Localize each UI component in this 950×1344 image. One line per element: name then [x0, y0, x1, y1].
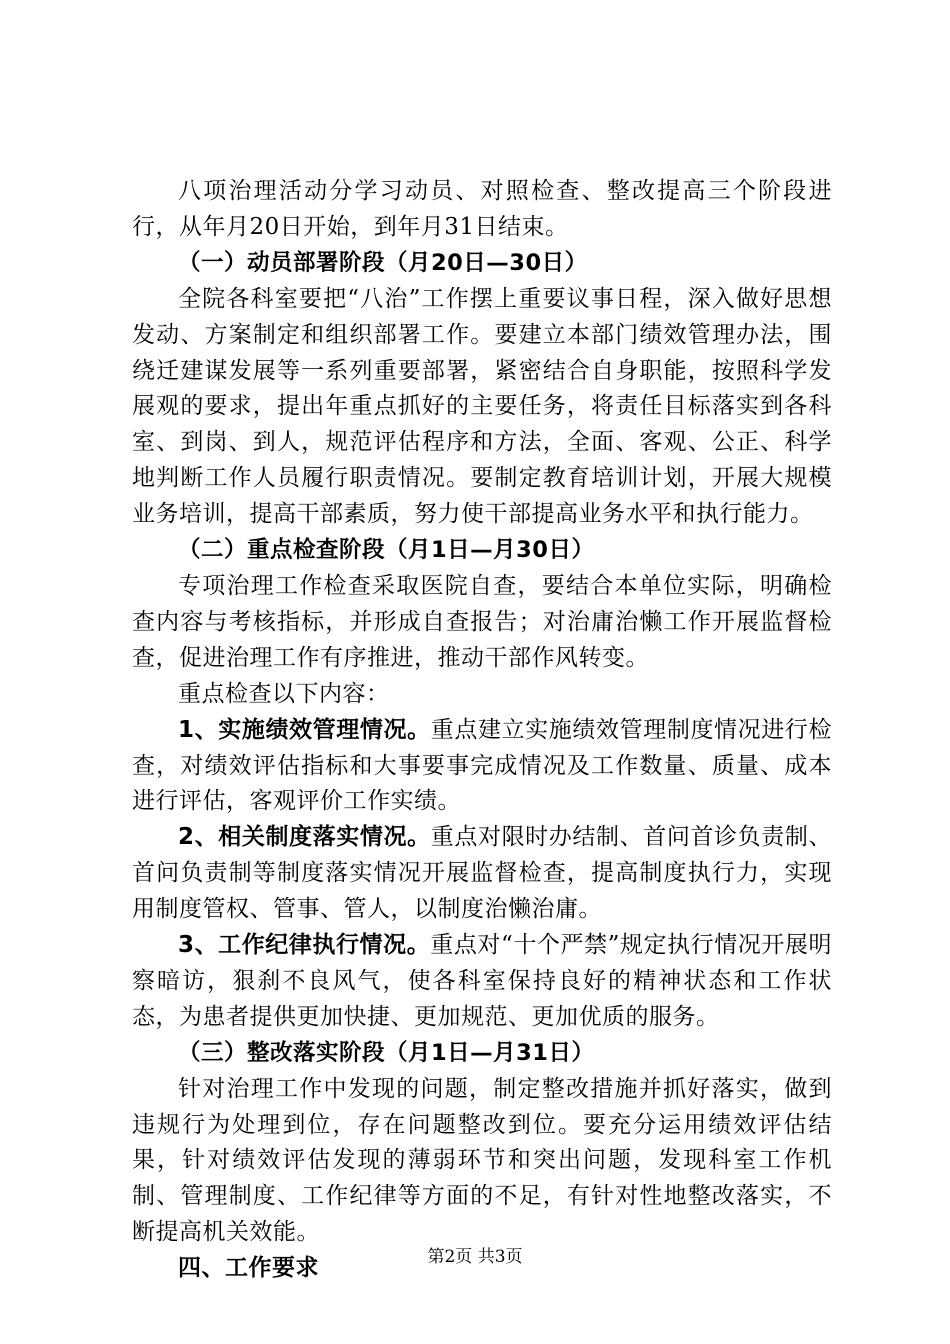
stage1-heading: （一）动员部署阶段（月20日—30日）: [178, 249, 588, 276]
stage1-paragraph: 全院各科室要把“八治”工作摆上重要议事日程，深入做好思想发动、方案制定和组织部署工作。要建立本部门绩效管理办法，围绕迁建谋发展等一系列重要部署，紧密结合自身职能，按照科学发展观的要求，提出年重点抓好的主要任务，将责任目标落实到各科室、到岗、到人，规范评估程序和方法，全面、客观、公正、科学地判断工作人员履行职责情况。要制定教育培训计划，开展大规模业务培训，提高干部素质，努力使干部提高业务水平和执行能力。: [132, 285, 832, 528]
item2-paragraph: [132, 820, 832, 928]
item1-text: 重点建立实施绩效管理制度情况进行检查，对绩效评估指标和大事要事完成情况及工作数量、质量、成本进行评估，客观评价工作实绩。: [132, 716, 833, 815]
item3-paragraph: [132, 928, 832, 1036]
item1-paragraph: [132, 713, 832, 821]
section4-heading: 四、工作要求: [178, 1255, 319, 1282]
item2-lead: 2、相关制度落实情况。: [178, 824, 431, 851]
item3-lead: 3、工作纪律执行情况。: [178, 932, 431, 959]
intro-paragraph: 八项治理活动分学习动员、对照检查、整改提高三个阶段进行，从年月20日开始，到年月31日结束。: [132, 178, 832, 240]
stage3-paragraph: 针对治理工作中发现的问题，制定整改措施并抓好落实，做到违规行为处理到位，存在问题整改到位。要充分运用绩效评估结果，针对绩效评估发现的薄弱环节和突出问题，发现科室工作机制、管理制度、工作纪律等方面的不足，有针对性地整改落实，不断提高机关效能。: [132, 1075, 832, 1246]
page-number: 第2页 共3页: [427, 1247, 523, 1267]
item3-text: 重点对“十个严禁”规定执行情况开展明察暗访，狠刹不良风气，使各科室保持良好的精神状态和工作状态，为患者提供更加快捷、更加规范、更加优质的服务。: [132, 932, 832, 1030]
stage2-paragraph: 专项治理工作检查采取医院自查，要结合本单位实际，明确检查内容与考核指标，并形成自查报告；对治庸治懒工作开展监督检查，促进治理工作有序推进，推动干部作风转变。: [132, 572, 832, 671]
stage2-heading: （二）重点检查阶段（月1日—月30日）: [178, 537, 595, 564]
item1-lead: 1、实施绩效管理情况。: [178, 716, 431, 743]
document-body: [132, 174, 832, 1287]
check-intro-paragraph: 重点检查以下内容：: [178, 680, 390, 707]
stage3-heading: （三）整改落实阶段（月1日—月31日）: [178, 1039, 595, 1066]
item2-text: 重点对限时办结制、首问首诊负责制、首问负责制等制度落实情况开展监督检查，提高制度执行力，实现用制度管权、管事、管人，以制度治懒治庸。: [132, 824, 833, 923]
